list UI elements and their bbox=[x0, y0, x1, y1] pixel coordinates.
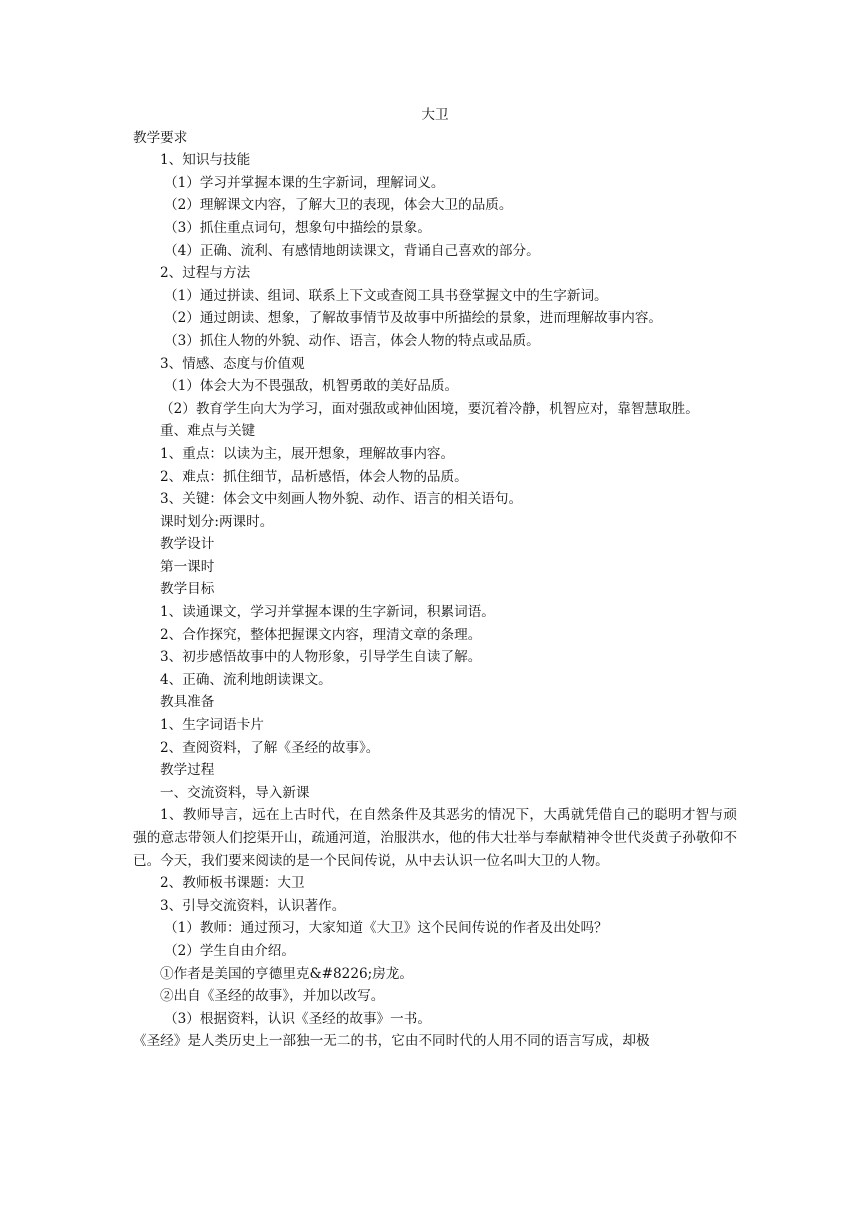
document-line: 2、查阅资料，了解《圣经的故事》。 bbox=[160, 739, 380, 756]
document-line: 1、重点：以读为主，展开想象，理解故事内容。 bbox=[160, 445, 455, 462]
document-line: 1、生字词语卡片 bbox=[160, 717, 264, 734]
document-line: 1、知识与技能 bbox=[160, 152, 251, 169]
document-line: 教学目标 bbox=[160, 581, 215, 598]
document-body bbox=[133, 104, 737, 1053]
document-line: 《圣经》是人类历史上一部独一无二的书，它由不同时代的人用不同的语言写成，却极 bbox=[133, 1033, 650, 1050]
document-line: （2）理解课文内容，了解大卫的表现，体会大卫的品质。 bbox=[164, 197, 513, 214]
document-line: （4）正确、流利、有感情地朗读课文，背诵自己喜欢的部分。 bbox=[164, 242, 540, 259]
document-line: 一、交流资料，导入新课 bbox=[160, 784, 310, 801]
document-line: 2、难点：抓住细节，品析感悟，体会人物的品质。 bbox=[160, 468, 468, 485]
document-line: （2）通过朗读、想象，了解故事情节及故事中所描绘的景象，进而理解故事内容。 bbox=[164, 310, 663, 327]
document-lines bbox=[133, 127, 737, 1053]
document-line: （3）抓住重点词句，想象句中描绘的景象。 bbox=[164, 219, 431, 236]
document-line: （1）教师：通过预习，大家知道《大卫》这个民间传说的作者及出处吗？ bbox=[164, 920, 608, 937]
document-line: 教学要求 bbox=[133, 129, 188, 146]
document-line: （2）教育学生向大为学习，面对强敌或神仙困境，要沉着冷静，机智应对，靠智慧取胜。 bbox=[160, 400, 699, 417]
document-line: 2、过程与方法 bbox=[160, 265, 251, 282]
document-title: 大卫 bbox=[421, 107, 449, 123]
document-line: （3）根据资料，认识《圣经的故事》一书。 bbox=[164, 1010, 431, 1027]
document-line: （1）体会大为不畏强敌，机智勇敢的美好品质。 bbox=[164, 378, 459, 395]
document-line: 3、情感、态度与价值观 bbox=[160, 355, 305, 372]
document-line: ②出自《圣经的故事》，并加以改写。 bbox=[160, 988, 385, 1005]
document-line: 4、正确、流利地朗读课文。 bbox=[160, 671, 332, 688]
document-line: 第一课时 bbox=[160, 558, 215, 575]
document-line: （1）学习并掌握本课的生字新词，理解词义。 bbox=[164, 174, 445, 191]
document-line: 3、关键：体会文中刻画人物外貌、动作、语言的相关语句。 bbox=[160, 491, 523, 508]
document-line: 1、读通课文，学习并掌握本课的生字新词，积累词语。 bbox=[160, 604, 495, 621]
document-line: （3）抓住人物的外貌、动作、语言，体会人物的特点或品质。 bbox=[164, 332, 540, 349]
document-line: 2、教师板书课题：大卫 bbox=[160, 875, 305, 892]
document-line: 2、合作探究，整体把握课文内容，理清文章的条理。 bbox=[160, 626, 482, 643]
document-line: 3、初步感悟故事中的人物形象，引导学生自读了解。 bbox=[160, 649, 482, 666]
document-line: 重、难点与关键 bbox=[160, 423, 256, 440]
document-line: （2）学生自由介绍。 bbox=[164, 942, 295, 959]
document-line: ①作者是美国的亨德里克&#8226;房龙。 bbox=[160, 965, 413, 982]
document-line: 3、引导交流资料，认识著作。 bbox=[160, 897, 346, 914]
document-line: 课时划分:两课时。 bbox=[160, 513, 274, 530]
document-line: 1、教师导言，远在上古时代，在自然条件及其恶劣的情况下，大禹就凭借自己的聪明才智与顽强的意志带领人们挖渠开山，疏通河道，治服洪水，他的伟大壮举与奉献精神令世代炎黄子孙敬仰不已。今天，我们要来阅读的是一个民间传说，从中去认识一位名叫大卫的人物。 bbox=[133, 807, 737, 869]
document-line: 教学过程 bbox=[160, 762, 215, 779]
document-line: 教学设计 bbox=[160, 536, 215, 553]
document-line: 教具准备 bbox=[160, 694, 215, 711]
document-line: （1）通过拼读、组词、联系上下文或查阅工具书登掌握文中的生字新词。 bbox=[164, 287, 608, 304]
